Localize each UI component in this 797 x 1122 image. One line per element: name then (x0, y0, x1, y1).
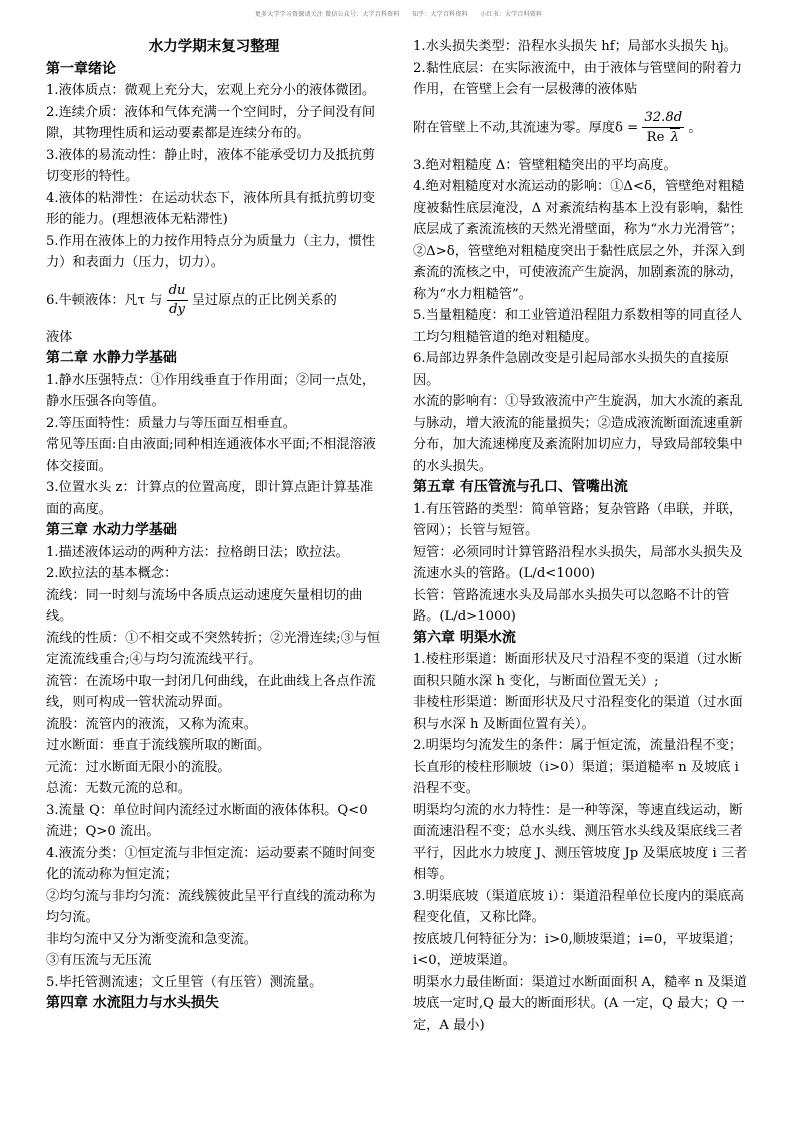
paragraph: 6.局部边界条件急剧改变是引起局部水头损失的直接原因。 (413, 351, 729, 388)
paragraph: 3.位置水头 z：计算点的位置高度，即计算点距计算基准面的高度。 (46, 480, 374, 517)
du-dy-fraction (167, 282, 188, 319)
paragraph: 液体 (46, 329, 73, 345)
page-title: 水力学期末复习整理 (148, 38, 280, 55)
paragraph: 1.有压管路的类型：简单管路；复杂管路（串联，并联，管网）；长管与短管。 (413, 501, 743, 538)
paragraph: 5.当量粗糙度：和工业管道沿程阻力系数相等的同直径人工均匀粗糙管道的绝对粗糙度。 (413, 308, 743, 345)
paragraph: 2.明渠均匀流发生的条件：属于恒定流，流量沿程不变；长直形的棱柱形顺坡（i>0）渠道；渠道糙率 n 及坡底 i 沿程不变。 (413, 738, 743, 796)
reynolds-symbol: Re (646, 129, 665, 145)
text: 。 (688, 120, 702, 135)
paragraph: 3.液体的易流动性：静止时，液体不能承受切力及抵抗剪切变形的特性。 (46, 147, 376, 184)
paragraph: 元流：过水断面无限小的流股。 (46, 759, 231, 775)
paragraph: 2.欧拉法的基本概念： (46, 566, 178, 581)
paragraph: 1.静水压强特点：①作用线垂直于作用面；②同一点处，静水压强各向等值。 (46, 372, 376, 409)
paragraph: 1.棱柱形渠道：断面形状及尺寸沿程不变的渠道（过水断面积只随水深 h 变化，与断面位置无关）; (413, 652, 743, 689)
text: 6.牛顿液体：凡τ 与 (46, 292, 163, 308)
paragraph: 1.描述液体运动的两种方法：拉格朗日法；欧拉法。 (46, 544, 349, 560)
paragraph: 3.流量 Q：单位时间内流经过水断面的液体体积。Q<0 流进；Q>0 流出。 (46, 802, 368, 839)
chapter-1-heading: 第一章绪论 (46, 60, 116, 77)
chapter-6-heading: 第六章 明渠水流 (413, 629, 516, 646)
text: 附在管壁上不动,其流速为零。厚度δ = (413, 120, 639, 135)
paragraph: 总流：无数元流的总和。 (46, 781, 192, 796)
paragraph: 流线的性质：①不相交或不突然转折；②光滑连续;③与恒定流流线重合;④与均匀流流线平行。 (46, 630, 381, 667)
paragraph: 流管：在流场中取一封闭几何曲线，在此曲线上各点作流线，则可构成一管状流动界面。 (46, 673, 376, 710)
text: 呈过原点的正比例关系的 (191, 292, 337, 308)
chapter-2-heading: 第二章 水静力学基础 (46, 350, 177, 366)
paragraph: 短管：必须同时计算管路沿程水头损失，局部水头损失及流速水头的管路。(L/d<1000) (413, 544, 743, 581)
newton-fluid-definition (46, 282, 382, 319)
paragraph: 1.液体质点：微观上充分大，宏观上充分小的液体微团。 (46, 83, 376, 98)
paragraph: 长管：管路流速水头及局部水头损失可以忽略不计的管路。(L/d>1000) (413, 587, 730, 624)
paragraph: ③有压流与无压流 (46, 953, 152, 968)
paragraph: 1.水头损失类型：沿程水头损失 hf；局部水头损失 hj。 (413, 39, 737, 54)
left-column (46, 36, 382, 1015)
paragraph: 5.毕托管测流速；文丘里管（有压管）测流量。 (46, 974, 323, 990)
chapter-4-heading: 第四章 水流阻力与水头损失 (46, 995, 219, 1011)
paragraph: 3.明渠底坡（渠道底坡 i）：渠道沿程单位长度内的渠底高程变化值，又称比降。 (413, 888, 744, 925)
paragraph: 按底坡几何特征分为：i>0,顺坡渠道；i=0，平坡渠道；i<0，逆坡渠道。 (413, 931, 742, 968)
paragraph: 常见等压面:自由液面;同种相连通液体水平面;不相混溶液体交接面。 (46, 437, 376, 474)
paragraph: 非均匀流中又分为渐变流和急变流。 (46, 931, 257, 947)
right-column (413, 36, 753, 1036)
fraction-denominator: dy (169, 301, 186, 317)
paragraph: 4.绝对粗糙度对水流运动的影响：①Δ<δ，管壁绝对粗糙度被黏性底层淹没，Δ 对紊流结构基本上没有影响，黏性底层成了紊流流核的天然光滑壁面，称为“水力光滑管”；②Δ>δ，管壁绝对粗糙度突出于黏性底层之外，并深入到紊流的流核之中，可使液流产生旋涡，加剧紊流的脉动，称为“水力粗糙管”。 (413, 179, 745, 302)
paragraph: 明渠均匀流的水力特性：是一种等深，等速直线运动，断面流速沿程不变；总水头线、测压管水头线及渠底线三者平行，因此水力坡度 J、测压管坡度 Jp 及渠底坡度 i 三者相等。 (413, 802, 748, 882)
thickness-fraction (642, 109, 684, 147)
fraction-numerator: du (167, 282, 188, 301)
paragraph: 4.液流分类：①恒定流与非恒定流：运动要素不随时间变化的流动称为恒定流； (46, 845, 376, 882)
fraction-numerator: 32.8d (642, 109, 684, 128)
paragraph: 2.等压面特性：质量力与等压面互相垂直。 (46, 415, 296, 431)
paragraph: 2.黏性底层：在实际液流中，由于液体与管壁间的附着力作用，在管壁上会有一层极薄的液体贴 (413, 60, 743, 97)
header-note: 更多大学学习资源请关注 微信公众号：大学百科资料 知乎：大学百科资料 小红书：大学百科资料 (254, 11, 543, 18)
chapter-3-heading: 第三章 水动力学基础 (46, 522, 177, 538)
paragraph: 流线：同一时刻与流场中各质点运动速度矢量相切的曲线。 (46, 587, 363, 624)
viscous-sublayer-formula (413, 109, 753, 147)
chapter-5-heading: 第五章 有压管流与孔口、管嘴出流 (413, 479, 628, 495)
paragraph: 5.作用在液体上的力按作用特点分为质量力（主力，惯性力）和表面力（压力，切力）。 (46, 233, 376, 270)
sqrt-lambda: λ (670, 129, 679, 145)
paragraph: 明渠水力最佳断面：渠道过水断面面积 A，糙率 n 及渠道坡底一定时,Q 最大的断面形状。(A 一定，Q 最大；Q 一定，A 最小) (413, 974, 747, 1033)
paragraph: 过水断面：垂直于流线簇所取的断面。 (46, 738, 271, 753)
fraction-denominator (642, 128, 684, 147)
paragraph: ②均匀流与非均匀流：流线簇彼此呈平行直线的流动称为均匀流。 (46, 888, 376, 925)
paragraph: 3.绝对粗糙度 Δ：管壁粗糙突出的平均高度。 (413, 157, 677, 173)
paragraph: 2.连续介质：液体和气体充满一个空间时，分子间没有间隙，其物理性质和运动要素都是连续分布的。 (46, 104, 376, 141)
paragraph: 水流的影响有：①导致液流中产生旋涡，加大水流的紊乱与脉动，增大液流的能量损失；②造成液流断面流速重新分布，加大流速梯度及紊流附加切应力，导致局部较集中的水头损失。 (413, 394, 743, 474)
paragraph: 流股：流管内的液流，又称为流束。 (46, 716, 257, 732)
paragraph: 4.液体的粘滞性：在运动状态下，液体所具有抵抗剪切变形的能力。(理想液体无粘滞性) (46, 190, 376, 227)
paragraph: 非棱柱形渠道：断面形状及尺寸沿程变化的渠道（过水面积与水深 h 及断面位置有关）。 (413, 695, 743, 732)
